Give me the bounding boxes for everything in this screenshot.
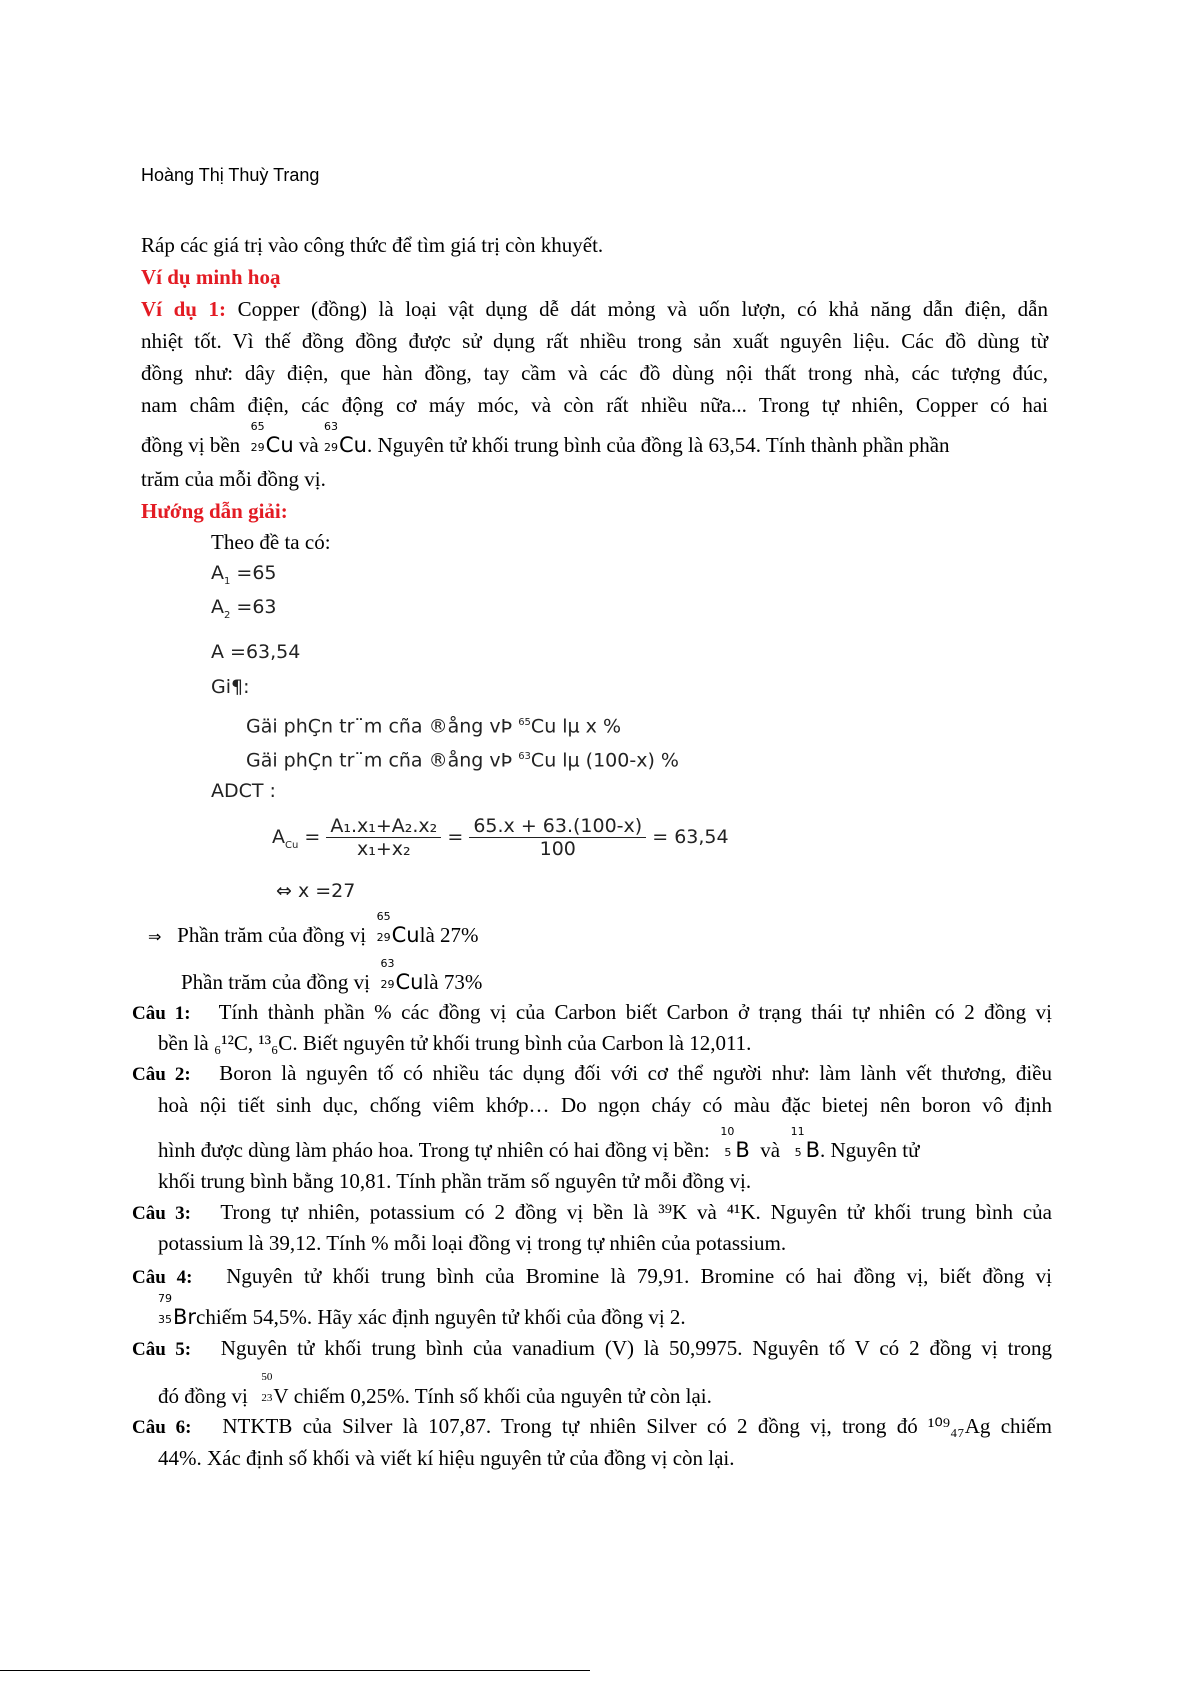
- iso-z: 29: [323, 441, 338, 454]
- example1-line5-and: và: [298, 433, 319, 457]
- solution-given: Theo đề ta có:: [211, 530, 331, 554]
- result-line-2: [181, 957, 483, 994]
- result2-post: là 73%: [423, 970, 483, 994]
- isotope-v50: [258, 1371, 289, 1408]
- iso-z: 35: [158, 1313, 172, 1326]
- footer-divider: [0, 1670, 590, 1671]
- given-a2: [211, 596, 277, 627]
- question-2-line3-start: hình được dùng làm pháo hoa. Trong tự nhiên có hai đồng vị bền:: [158, 1138, 710, 1162]
- question-3-line1: [132, 1200, 1052, 1226]
- question-6-text: NTKTB của Silver là 107,87. Trong tự nhiên Silver có 2 đồng vị, trong đó ¹⁰⁹₄₇Ag chiếm: [222, 1414, 1053, 1438]
- iso-mass: 50: [261, 1371, 273, 1383]
- isotope-b11: [790, 1125, 820, 1162]
- iso-symbol: Br: [173, 1305, 197, 1329]
- question-4-line1: [132, 1264, 1052, 1290]
- question-4-text: Nguyên tử khối trung bình của Bromine là 79,91. Bromine có hai đồng vị, biết đồng vị: [226, 1264, 1052, 1288]
- assume-pct1: [246, 712, 621, 737]
- example1-line4: nam châm điện, các động cơ máy móc, và còn rất nhiều nữa... Trong tự nhiên, Copper có hai: [141, 393, 1048, 417]
- example1-line1: [141, 297, 1048, 321]
- question-3-text: Trong tự nhiên, potassium có 2 đồng vị bền là ³⁹K và ⁴¹K. Nguyên tử khối trung bình của: [220, 1200, 1052, 1224]
- pct2-mass: 63: [518, 751, 531, 762]
- a2-sub: 2: [224, 609, 231, 621]
- question-2-line2: hoà nội tiết sinh dục, chống viêm khớp… Do ngọn cháy có màu đặc bietej nên boron vô định: [158, 1093, 1052, 1117]
- question-5-line2: [158, 1371, 712, 1408]
- a1-value: =65: [236, 562, 277, 584]
- abar-value: =63,54: [230, 641, 301, 663]
- question-6-line1: [132, 1414, 1052, 1440]
- iso-symbol: V: [273, 1384, 289, 1408]
- iso-symbol: Cu: [395, 970, 424, 994]
- result1-post: là 27%: [419, 923, 479, 947]
- iso-z: 29: [250, 441, 265, 454]
- question-2-line4: khối trung bình bằng 10,81. Tính phần trăm số nguyên tử mỗi đồng vị.: [158, 1169, 752, 1193]
- example1-line2: nhiệt tốt. Vì thế đồng đồng được sử dụng rất nhiều trong sản xuất nguyên liệu. Các đồ dùng từ: [141, 329, 1048, 353]
- pct2-post: Cu lµ (100-x) %: [530, 749, 679, 772]
- iso-symbol: Cu: [265, 433, 294, 457]
- question-5-line2-start: đó đồng vị: [158, 1384, 248, 1408]
- fraction-numeric: [469, 815, 646, 860]
- iso-z: 23: [261, 1392, 273, 1404]
- fraction-general-top: A₁.x₁+A₂.x₂: [326, 815, 441, 838]
- example1-line5-end: . Nguyên tử khối trung bình của đồng là 63,54. Tính thành phần phần: [366, 433, 950, 457]
- question-5-text: Nguyên tử khối trung bình của vanadium (V) là 50,9975. Nguyên tố V có 2 đồng vị trong: [220, 1336, 1052, 1360]
- question-2-line3-and: và: [760, 1138, 781, 1162]
- equals-sign: =: [447, 826, 464, 848]
- iso-z: 5: [724, 1146, 732, 1159]
- formula-lhs-sub: Cu: [285, 839, 299, 851]
- question-4-line2: [158, 1292, 686, 1329]
- iso-symbol: B: [735, 1138, 750, 1162]
- iso-symbol: Cu: [338, 433, 367, 457]
- fraction-numeric-top: 65.x + 63.(100-x): [469, 815, 646, 838]
- iso-mass: 10: [720, 1125, 735, 1138]
- assume-pct2: [246, 746, 679, 771]
- solution-heading: Hướng dẫn giải:: [141, 499, 288, 523]
- given-a1: [211, 562, 277, 593]
- example1-label: Ví dụ 1:: [141, 297, 226, 321]
- formula-result: = 63,54: [652, 826, 729, 848]
- example1-line5: [141, 420, 1051, 457]
- formula-lhs: A: [272, 826, 285, 848]
- isotope-cu65: [250, 420, 294, 457]
- question-2-line3-end: . Nguyên tử: [820, 1138, 920, 1162]
- result2-pre: Phần trăm của đồng vị: [181, 970, 370, 994]
- pct1-mass: 65: [518, 717, 531, 728]
- a2-symbol: A: [211, 596, 224, 618]
- pct1-pre: Gäi phÇn tr¨m cña ®ång vÞ: [246, 715, 513, 738]
- question-1-text: Tính thành phần % các đồng vị của Carbon biết Carbon ở trạng thái tự nhiên có 2 đồng vị: [218, 1000, 1052, 1024]
- iso-mass: 65: [250, 420, 265, 433]
- example1-line6: trăm của mỗi đồng vị.: [141, 467, 326, 491]
- iso-mass: 79: [158, 1292, 172, 1305]
- iso-mass: 63: [380, 957, 395, 970]
- question-1-line1: [132, 1000, 1052, 1026]
- iso-mass: 63: [323, 420, 338, 433]
- question-1-label: Câu 1:: [132, 1003, 191, 1024]
- isotope-b10: [720, 1125, 750, 1162]
- fraction-numeric-bottom: 100: [539, 838, 576, 860]
- fraction-general: [326, 815, 441, 860]
- result-line-1: [148, 910, 479, 950]
- question-5-line2-end: chiếm 0,25%. Tính số khối của nguyên tử còn lại.: [293, 1384, 712, 1408]
- question-2-text: Boron là nguyên tố có nhiều tác dụng đối với cơ thể người như: làm lành vết thương, điều: [219, 1061, 1052, 1085]
- result1-pre: Phần trăm của đồng vị: [177, 923, 367, 947]
- question-6-label: Câu 6:: [132, 1417, 192, 1438]
- equals-sign: =: [304, 826, 321, 848]
- given-abar: [211, 641, 300, 663]
- example1-text: Copper (đồng) là loại vật dụng dễ dát mỏng và uốn lượn, có khả năng dẫn điện, dẫn: [237, 297, 1048, 321]
- question-2-label: Câu 2:: [132, 1064, 191, 1085]
- isotope-cu63: [380, 957, 424, 994]
- question-4-line2-end: chiếm 54,5%. Hãy xác định nguyên tử khối của đồng vị 2.: [196, 1305, 686, 1329]
- x-result: ⇔ x =27: [276, 880, 356, 902]
- question-2-line3: [158, 1125, 1056, 1162]
- a2-value: =63: [236, 596, 277, 618]
- iso-symbol: B: [805, 1138, 820, 1162]
- intro-text: Ráp các giá trị vào công thức để tìm giá trị còn khuyết.: [141, 233, 604, 257]
- iso-mass: 65: [376, 910, 391, 923]
- question-3-line2: potassium là 39,12. Tính % mỗi loại đồng vị trong tự nhiên của potassium.: [158, 1231, 787, 1255]
- question-6-line2: 44%. Xác định số khối và viết kí hiệu nguyên tử của đồng vị còn lại.: [158, 1446, 735, 1470]
- isotope-cu63: [323, 420, 367, 457]
- example-heading: Ví dụ minh hoạ: [141, 265, 281, 289]
- question-1-line2: bền là ₆¹²C, ¹³₆C. Biết nguyên tử khối trung bình của Carbon là 12,011.: [158, 1031, 752, 1055]
- question-3-label: Câu 3:: [132, 1203, 192, 1224]
- pct1-post: Cu lµ x %: [530, 715, 622, 738]
- example1-line3: đồng như: dây điện, que hàn đồng, tay cầm và các đồ dùng nội thất trong nhà, các tượng đúc,: [141, 361, 1048, 385]
- question-5-line1: [132, 1336, 1052, 1362]
- question-2-line1: [132, 1061, 1052, 1087]
- isotope-cu65: [376, 910, 420, 947]
- page-header-author: Hoàng Thị Thuỳ Trang: [141, 165, 320, 185]
- iso-z: 5: [794, 1146, 802, 1159]
- iso-z: 29: [376, 931, 391, 944]
- a1-sub: 1: [224, 575, 231, 587]
- iso-symbol: Cu: [391, 923, 420, 947]
- question-5-label: Câu 5:: [132, 1339, 192, 1360]
- implies-arrow-icon: ⇒: [148, 929, 162, 946]
- iso-z: 29: [380, 978, 395, 991]
- iso-mass: 11: [790, 1125, 805, 1138]
- example1-line5-start: đồng vị bền: [141, 433, 241, 457]
- fraction-general-bottom: x₁+x₂: [356, 838, 411, 860]
- question-4-label: Câu 4:: [132, 1267, 193, 1288]
- pct2-pre: Gäi phÇn tr¨m cña ®ång vÞ: [246, 749, 513, 772]
- abar-symbol: A: [211, 641, 224, 663]
- adct-label: ADCT :: [211, 780, 276, 802]
- a1-symbol: A: [211, 562, 224, 584]
- average-formula: [272, 815, 729, 860]
- gia-su: Gi¶:: [211, 676, 250, 698]
- isotope-br79: [158, 1292, 197, 1329]
